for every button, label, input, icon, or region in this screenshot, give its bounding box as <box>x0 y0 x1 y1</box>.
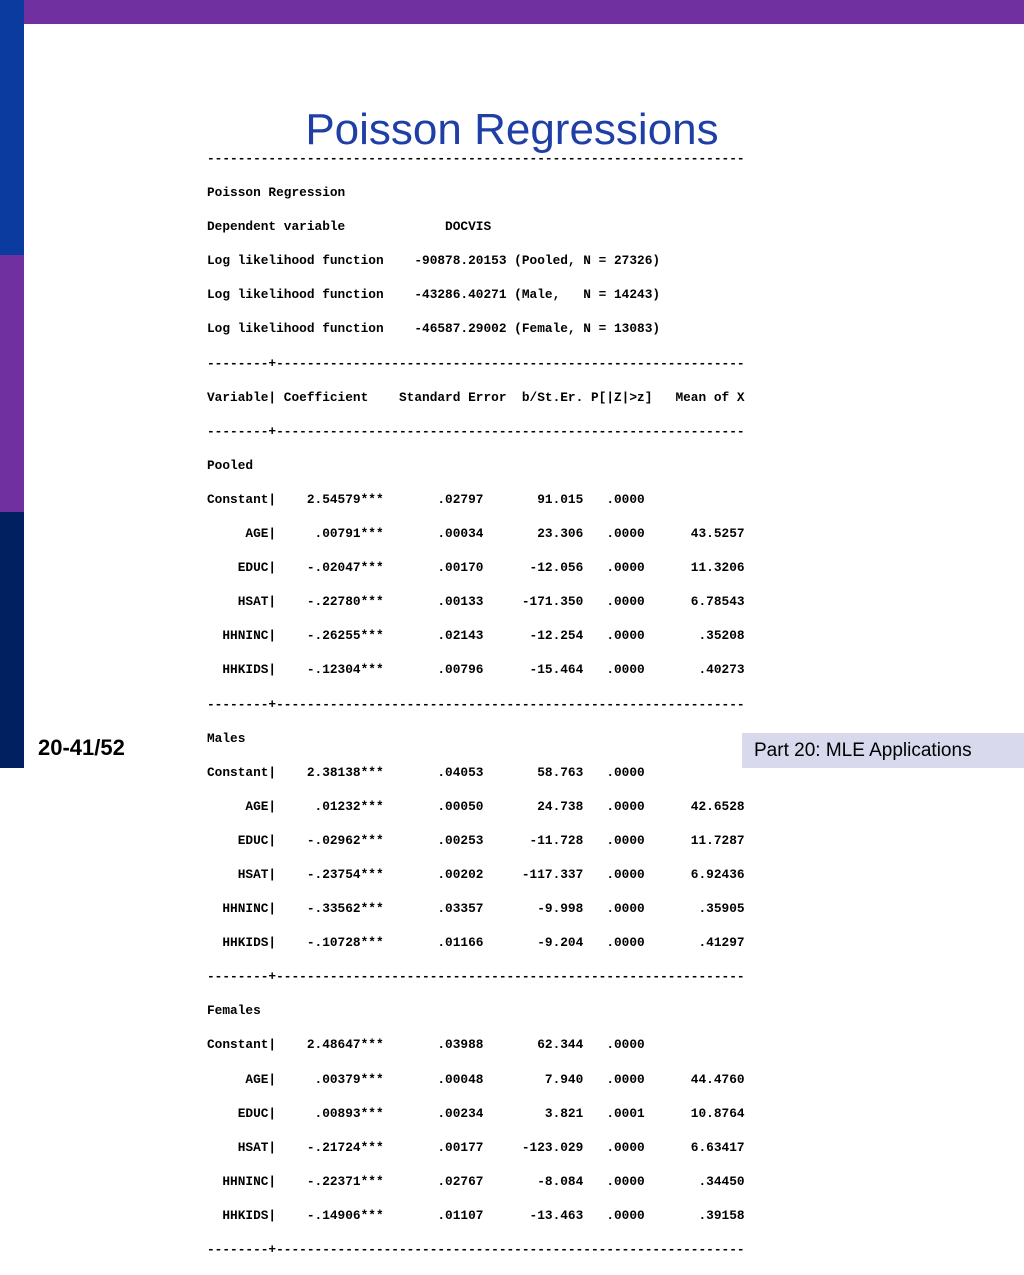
output-line: Males <box>207 730 246 746</box>
output-line: HSAT| -.21724*** .00177 -123.029 .0000 6.63417 <box>207 1139 745 1155</box>
regression-output <box>207 150 745 1275</box>
output-line: ---------------------------------------------------------------------- <box>207 151 745 166</box>
output-line: HHNINC| -.33562*** .03357 -9.998 .0000 .35905 <box>207 901 745 917</box>
output-line: HHNINC| -.26255*** .02143 -12.254 .0000 .35208 <box>207 628 745 644</box>
output-line: --------+------------------------------------------------------------- <box>207 1242 745 1257</box>
footer-box <box>742 733 1024 768</box>
output-line: --------+------------------------------------------------------------- <box>207 423 745 439</box>
output-line: Constant| 2.48647*** .03988 62.344 .0000 <box>207 1037 645 1053</box>
output-line: HSAT| -.22780*** .00133 -171.350 .0000 6.78543 <box>207 594 745 610</box>
left-bar-navy-segment <box>0 512 24 768</box>
output-line: AGE| .00791*** .00034 23.306 .0000 43.5257 <box>207 526 745 542</box>
output-line: HHKIDS| -.10728*** .01166 -9.204 .0000 .41297 <box>207 935 745 951</box>
output-line: --------+------------------------------------------------------------- <box>207 355 745 371</box>
output-line: --------+------------------------------------------------------------- <box>207 969 745 985</box>
output-line: Pooled <box>207 457 254 473</box>
output-line: Poisson Regression <box>207 185 346 201</box>
slide-number: 20-41/52 <box>38 735 125 760</box>
output-line: Log likelihood function -90878.20153 (Pooled, N = 27326) <box>207 253 661 269</box>
output-line: HHKIDS| -.12304*** .00796 -15.464 .0000 .40273 <box>207 662 745 678</box>
output-line: EDUC| -.02047*** .00170 -12.056 .0000 11.3206 <box>207 560 745 576</box>
output-line: HHNINC| -.22371*** .02767 -8.084 .0000 .34450 <box>207 1173 745 1189</box>
output-line: Log likelihood function -46587.29002 (Female, N = 13083) <box>207 321 661 337</box>
output-line: EDUC| .00893*** .00234 3.821 .0001 10.8764 <box>207 1105 745 1121</box>
output-line: AGE| .01232*** .00050 24.738 .0000 42.6528 <box>207 798 745 814</box>
output-line: Constant| 2.54579*** .02797 91.015 .0000 <box>207 491 645 507</box>
output-line: Log likelihood function -43286.40271 (Male, N = 14243) <box>207 287 661 303</box>
output-line: Variable| Coefficient Standard Error b/St.Er. P[|Z|>z] Mean of X <box>207 389 745 405</box>
slide-title: Poisson Regressions <box>305 105 719 154</box>
output-line: AGE| .00379*** .00048 7.940 .0000 44.4760 <box>207 1071 745 1087</box>
output-line: Constant| 2.38138*** .04053 58.763 .0000 <box>207 764 645 780</box>
output-line: EDUC| -.02962*** .00253 -11.728 .0000 11.7287 <box>207 832 745 848</box>
output-line: Dependent variable DOCVIS <box>207 219 492 235</box>
output-line: Females <box>207 1003 261 1019</box>
output-line: --------+------------------------------------------------------------- <box>207 696 745 712</box>
top-accent-bar <box>0 0 1024 24</box>
output-line: HSAT| -.23754*** .00202 -117.337 .0000 6.92436 <box>207 866 745 882</box>
output-line: HHKIDS| -.14906*** .01107 -13.463 .0000 .39158 <box>207 1207 745 1223</box>
left-bar-purple-segment <box>0 255 24 512</box>
footer-label: Part 20: MLE Applications <box>754 739 972 761</box>
